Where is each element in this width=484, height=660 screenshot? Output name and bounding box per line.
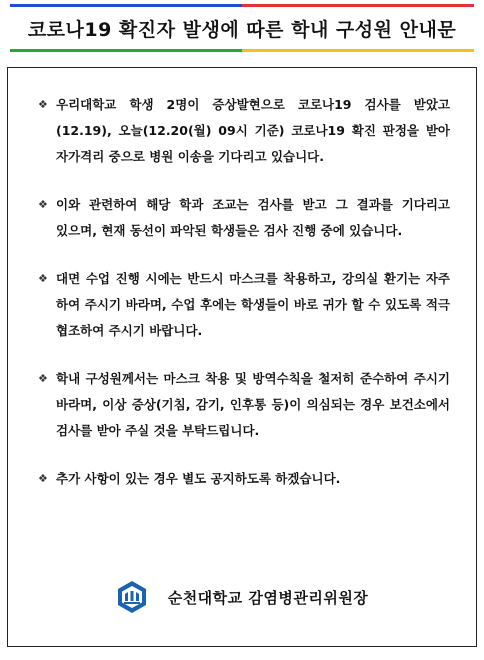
notice-item bbox=[30, 192, 450, 244]
page-title: 코로나19 확진자 발생에 따른 학내 구성원 안내문 bbox=[27, 18, 457, 41]
diamond-bullet-icon: ❖ bbox=[38, 372, 48, 385]
notice-item bbox=[30, 92, 450, 170]
diamond-bullet-icon: ❖ bbox=[38, 198, 48, 211]
notice-item-text: 학내 구성원께서는 마스크 착용 및 방역수칙을 철저히 준수하여 주시기 바라며, 이상 증상(기침, 감기, 인후통 등)이 의심되는 경우 보건소에서 검사를 받아 주실 것을 부탁드립니다. bbox=[56, 371, 450, 438]
notice-item bbox=[30, 266, 450, 344]
notice-item-text: 대면 수업 진행 시에는 반드시 마스크를 착용하고, 강의실 환기는 자주 하여 주시기 바라며, 수업 후에는 학생들이 바로 귀가 할 수 있도록 적극 협조하여 주시기 바랍니다. bbox=[56, 271, 450, 338]
university-emblem-icon bbox=[116, 580, 148, 614]
notice-item bbox=[30, 466, 450, 492]
signature-footer bbox=[8, 575, 476, 619]
notice-item-text: 우리대학교 학생 2명이 증상발현으로 코로나19 검사를 받았고 (12.19), 오늘(12.20(월) 09시 기준) 코로나19 확진 판정을 받아 자가격리 중으로 병원 이송을 기다리고 있습니다. bbox=[56, 97, 450, 164]
notice-item bbox=[30, 366, 450, 444]
notice-list bbox=[30, 92, 450, 514]
notice-item-text: 이와 관련하여 해당 학과 조교는 검사를 받고 그 결과를 기다리고 있으며, 현재 동선이 파악된 학생들은 검사 진행 중에 있습니다. bbox=[56, 197, 450, 238]
notice-item-text: 추가 사항이 있는 경우 별도 공지하도록 하겠습니다. bbox=[56, 471, 341, 486]
diamond-bullet-icon: ❖ bbox=[38, 272, 48, 285]
diamond-bullet-icon: ❖ bbox=[38, 472, 48, 485]
title-stripe-bottom bbox=[10, 49, 474, 52]
notice-box bbox=[7, 67, 477, 647]
diamond-bullet-icon: ❖ bbox=[38, 98, 48, 111]
footer-organization: 순천대학교 감염병관리위원장 bbox=[167, 588, 369, 607]
title-bar bbox=[10, 4, 474, 52]
